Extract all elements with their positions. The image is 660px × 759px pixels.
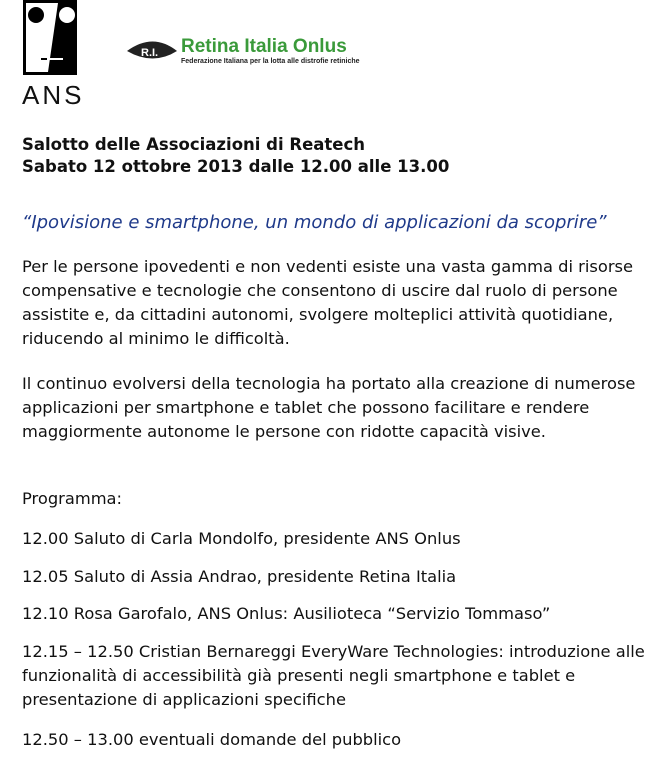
program-item: 12.10 Rosa Garofalo, ANS Onlus: Ausilioteca “Servizio Tommaso” (22, 604, 551, 623)
paragraph-line: Il continuo evolversi della tecnologia ha portato alla creazione di numerose (22, 374, 636, 393)
retina-italia-logo (127, 36, 360, 68)
svg-text:R.I.: R.I. (141, 47, 159, 59)
paragraph-line: compensative e tecnologie che consentono di uscire dal ruolo di persone (22, 281, 618, 300)
paragraph-line: Per le persone ipovedenti e non vedenti esiste una vasta gamma di risorse (22, 257, 634, 276)
program-item: 12.00 Saluto di Carla Mondolfo, presidente ANS Onlus (22, 529, 461, 548)
retina-logo-title: Retina Italia Onlus (181, 36, 347, 57)
program-heading: Programma: (22, 489, 123, 508)
program-item: 12.50 – 13.00 eventuali domande del pubblico (22, 730, 402, 749)
paragraph-line: assistite e, da cittadini autonomi, svolgere molteplici attività quotidiane, (22, 305, 614, 324)
program-item-continued: funzionalità di accessibilità già presenti negli smartphone e tablet e (22, 666, 576, 685)
paragraph-line: riducendo al minimo le difficoltà. (22, 329, 290, 348)
talk-title: “Ipovisione e smartphone, un mondo di applicazioni da scoprire” (22, 212, 607, 233)
paragraph-line: applicazioni per smartphone e tablet che possono facilitare e rendere (22, 398, 590, 417)
paragraph-line: maggiormente autonome le persone con ridotte capacità visive. (22, 422, 546, 441)
ans-logo-text: ANS (22, 80, 85, 110)
program-item: 12.05 Saluto di Assia Andrao, presidente Retina Italia (22, 567, 457, 586)
ans-logo (23, 0, 77, 75)
eye-icon (127, 38, 179, 64)
event-title: Salotto delle Associazioni di Reatech (22, 135, 366, 154)
program-item: 12.15 – 12.50 Cristian Bernareggi EveryWare Technologies: introduzione alle (22, 642, 645, 661)
program-item-continued: presentazione di applicazioni specifiche (22, 690, 346, 709)
event-date: Sabato 12 ottobre 2013 dalle 12.00 alle 13.00 (22, 157, 450, 176)
retina-logo-subtitle: Federazione Italiana per la lotta alle distrofie retiniche (181, 58, 360, 65)
